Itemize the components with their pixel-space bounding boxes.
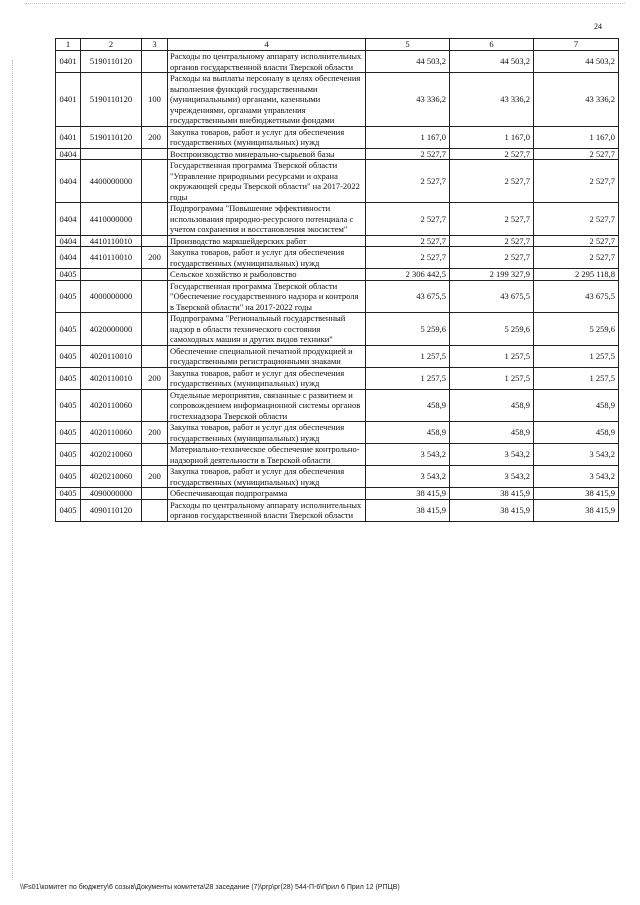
amount-col5-cell: 5 259,6 (366, 313, 450, 346)
amount-col5-cell: 2 527,7 (366, 203, 450, 236)
amount-col5-cell: 44 503,2 (366, 51, 450, 73)
expense-type-cell (142, 280, 168, 313)
section-code-cell: 0405 (56, 499, 81, 521)
expense-type-cell (142, 444, 168, 466)
amount-col6-cell: 1 167,0 (450, 126, 534, 148)
expense-type-cell: 200 (142, 247, 168, 269)
section-code-cell: 0401 (56, 73, 81, 127)
target-article-cell: 4020110060 (81, 389, 142, 422)
header-cell-6: 6 (450, 39, 534, 51)
amount-col5-cell: 1 167,0 (366, 126, 450, 148)
item-name-cell: Закупка товаров, работ и услуг для обеспечения государственных (муниципальных) нужд (168, 247, 366, 269)
expense-type-cell (142, 345, 168, 367)
section-code-cell: 0404 (56, 235, 81, 247)
amount-col7-cell: 3 543,2 (534, 444, 619, 466)
section-code-cell: 0405 (56, 466, 81, 488)
amount-col6-cell: 2 527,7 (450, 203, 534, 236)
amount-col7-cell: 1 167,0 (534, 126, 619, 148)
amount-col7-cell: 2 295 118,8 (534, 269, 619, 281)
amount-col6-cell: 44 503,2 (450, 51, 534, 73)
expense-type-cell: 200 (142, 367, 168, 389)
section-code-cell: 0401 (56, 51, 81, 73)
target-article-cell: 4090000000 (81, 488, 142, 500)
table-row (56, 247, 619, 269)
item-name-cell: Закупка товаров, работ и услуг для обеспечения государственных (муниципальных) нужд (168, 466, 366, 488)
amount-col7-cell: 2 527,7 (534, 203, 619, 236)
target-article-cell: 4020110060 (81, 422, 142, 444)
amount-col6-cell: 2 527,7 (450, 160, 534, 203)
amount-col6-cell: 1 257,5 (450, 345, 534, 367)
amount-col7-cell: 2 527,7 (534, 235, 619, 247)
amount-col5-cell: 2 306 442,5 (366, 269, 450, 281)
expense-type-cell (142, 389, 168, 422)
amount-col7-cell: 44 503,2 (534, 51, 619, 73)
expense-type-cell (142, 51, 168, 73)
section-code-cell: 0405 (56, 345, 81, 367)
amount-col5-cell: 43 675,5 (366, 280, 450, 313)
item-name-cell: Обеспечение специальной печатной продукцией и государственными регистрационными знаками (168, 345, 366, 367)
page-number: 24 (594, 22, 602, 31)
target-article-cell (81, 148, 142, 160)
table-row (56, 422, 619, 444)
section-code-cell: 0405 (56, 389, 81, 422)
section-code-cell: 0404 (56, 148, 81, 160)
target-article-cell: 4020110010 (81, 345, 142, 367)
target-article-cell: 4020210060 (81, 466, 142, 488)
amount-col7-cell: 458,9 (534, 422, 619, 444)
amount-col6-cell: 2 199 327,9 (450, 269, 534, 281)
amount-col7-cell: 5 259,6 (534, 313, 619, 346)
amount-col6-cell: 5 259,6 (450, 313, 534, 346)
amount-col5-cell: 38 415,9 (366, 499, 450, 521)
table-row (56, 160, 619, 203)
expense-type-cell (142, 499, 168, 521)
item-name-cell: Подпрограмма "Региональный государственный надзор в области технического состояния самоходных машин и других видов техники" (168, 313, 366, 346)
table-row (56, 73, 619, 127)
header-cell-4: 4 (168, 39, 366, 51)
expense-type-cell (142, 313, 168, 346)
amount-col6-cell: 43 336,2 (450, 73, 534, 127)
item-name-cell: Расходы на выплаты персоналу в целях обеспечения выполнения функций государственными (муниципальными) органами, казенными учреждениями, органами управления государственными внебюджетными фондами (168, 73, 366, 127)
amount-col7-cell: 2 527,7 (534, 148, 619, 160)
header-cell-1: 1 (56, 39, 81, 51)
section-code-cell: 0401 (56, 126, 81, 148)
amount-col6-cell: 458,9 (450, 422, 534, 444)
scan-edge-marks (25, 3, 625, 6)
target-article-cell: 4400000000 (81, 160, 142, 203)
item-name-cell: Закупка товаров, работ и услуг для обеспечения государственных (муниципальных) нужд (168, 367, 366, 389)
target-article-cell: 5190110120 (81, 73, 142, 127)
scan-left-marks (12, 60, 14, 880)
item-name-cell: Расходы по центральному аппарату исполнительных органов государственной власти Тверской области (168, 499, 366, 521)
target-article-cell (81, 269, 142, 281)
expense-type-cell (142, 269, 168, 281)
amount-col5-cell: 2 527,7 (366, 235, 450, 247)
amount-col6-cell: 38 415,9 (450, 499, 534, 521)
amount-col7-cell: 1 257,5 (534, 367, 619, 389)
amount-col5-cell: 3 543,2 (366, 444, 450, 466)
target-article-cell: 4410000000 (81, 203, 142, 236)
amount-col6-cell: 3 543,2 (450, 466, 534, 488)
amount-col7-cell: 3 543,2 (534, 466, 619, 488)
target-article-cell: 5190110120 (81, 126, 142, 148)
section-code-cell: 0404 (56, 203, 81, 236)
amount-col7-cell: 43 675,5 (534, 280, 619, 313)
table-row (56, 345, 619, 367)
amount-col5-cell: 38 415,9 (366, 488, 450, 500)
amount-col5-cell: 2 527,7 (366, 160, 450, 203)
file-path-footer: \\Fs01\комитет по бюджету\6 созыв\Документы комитета\28 заседание (7)\ргр\рг(28) 544-П-6\Прил 6 Прил 12 (РПЦВ) (20, 884, 400, 891)
table-row (56, 367, 619, 389)
section-code-cell: 0405 (56, 444, 81, 466)
item-name-cell: Государственная программа Тверской области "Управление природными ресурсами и охрана окружающей среды Тверской области" на 2017-2022 годы (168, 160, 366, 203)
amount-col6-cell: 2 527,7 (450, 247, 534, 269)
amount-col7-cell: 43 336,2 (534, 73, 619, 127)
section-code-cell: 0405 (56, 269, 81, 281)
expense-type-cell (142, 148, 168, 160)
target-article-cell: 5190110120 (81, 51, 142, 73)
section-code-cell: 0405 (56, 488, 81, 500)
section-code-cell: 0405 (56, 367, 81, 389)
amount-col5-cell: 1 257,5 (366, 367, 450, 389)
header-cell-5: 5 (366, 39, 450, 51)
table-row (56, 389, 619, 422)
item-name-cell: Закупка товаров, работ и услуг для обеспечения государственных (муниципальных) нужд (168, 126, 366, 148)
table-row (56, 313, 619, 346)
target-article-cell: 4020110010 (81, 367, 142, 389)
item-name-cell: Сельское хозяйство и рыболовство (168, 269, 366, 281)
amount-col6-cell: 3 543,2 (450, 444, 534, 466)
table-row (56, 488, 619, 500)
item-name-cell: Государственная программа Тверской области "Обеспечение государственного надзора и контроля в Тверской области" на 2017-2022 годы (168, 280, 366, 313)
amount-col6-cell: 1 257,5 (450, 367, 534, 389)
expense-type-cell (142, 235, 168, 247)
section-code-cell: 0405 (56, 280, 81, 313)
amount-col7-cell: 1 257,5 (534, 345, 619, 367)
amount-col5-cell: 458,9 (366, 422, 450, 444)
expense-type-cell: 200 (142, 466, 168, 488)
amount-col6-cell: 458,9 (450, 389, 534, 422)
amount-col6-cell: 2 527,7 (450, 148, 534, 160)
item-name-cell: Закупка товаров, работ и услуг для обеспечения государственных (муниципальных) нужд (168, 422, 366, 444)
table-row (56, 126, 619, 148)
table-body (56, 51, 619, 522)
amount-col6-cell: 2 527,7 (450, 235, 534, 247)
table-row (56, 203, 619, 236)
header-cell-2: 2 (81, 39, 142, 51)
amount-col5-cell: 1 257,5 (366, 345, 450, 367)
item-name-cell: Расходы по центральному аппарату исполнительных органов государственной власти Тверской области (168, 51, 366, 73)
table-row (56, 148, 619, 160)
target-article-cell: 4000000000 (81, 280, 142, 313)
expense-type-cell: 200 (142, 126, 168, 148)
expense-type-cell: 200 (142, 422, 168, 444)
amount-col7-cell: 2 527,7 (534, 160, 619, 203)
item-name-cell: Производство маркшейдерских работ (168, 235, 366, 247)
amount-col5-cell: 458,9 (366, 389, 450, 422)
target-article-cell: 4090110120 (81, 499, 142, 521)
item-name-cell: Материально-техническое обеспечение контрольно-надзорной деятельности в Тверской области (168, 444, 366, 466)
amount-col7-cell: 38 415,9 (534, 499, 619, 521)
amount-col6-cell: 43 675,5 (450, 280, 534, 313)
amount-col5-cell: 3 543,2 (366, 466, 450, 488)
item-name-cell: Обеспечивающая подпрограмма (168, 488, 366, 500)
table-row (56, 466, 619, 488)
section-code-cell: 0405 (56, 313, 81, 346)
section-code-cell: 0405 (56, 422, 81, 444)
header-cell-7: 7 (534, 39, 619, 51)
table-row (56, 51, 619, 73)
amount-col5-cell: 2 527,7 (366, 148, 450, 160)
target-article-cell: 4020210060 (81, 444, 142, 466)
item-name-cell: Воспроизводство минерально-сырьевой базы (168, 148, 366, 160)
table-row (56, 444, 619, 466)
expense-type-cell: 100 (142, 73, 168, 127)
item-name-cell: Подпрограмма "Повышение эффективности использования природно-ресурсного потенциала с учетом сохранения и восстановления экосистем" (168, 203, 366, 236)
table-row (56, 269, 619, 281)
amount-col7-cell: 2 527,7 (534, 247, 619, 269)
target-article-cell: 4020000000 (81, 313, 142, 346)
amount-col6-cell: 38 415,9 (450, 488, 534, 500)
expense-type-cell (142, 488, 168, 500)
header-cell-3: 3 (142, 39, 168, 51)
budget-table (55, 38, 619, 522)
section-code-cell: 0404 (56, 160, 81, 203)
section-code-cell: 0404 (56, 247, 81, 269)
expense-type-cell (142, 160, 168, 203)
target-article-cell: 4410110010 (81, 235, 142, 247)
amount-col7-cell: 38 415,9 (534, 488, 619, 500)
amount-col5-cell: 2 527,7 (366, 247, 450, 269)
expense-type-cell (142, 203, 168, 236)
item-name-cell: Отдельные мероприятия, связанные с развитием и сопровождением информационной системы органов гостехнадзора Тверской области (168, 389, 366, 422)
table-row (56, 235, 619, 247)
target-article-cell: 4410110010 (81, 247, 142, 269)
header-row (56, 39, 619, 51)
amount-col7-cell: 458,9 (534, 389, 619, 422)
table-row (56, 280, 619, 313)
amount-col5-cell: 43 336,2 (366, 73, 450, 127)
table-row (56, 499, 619, 521)
